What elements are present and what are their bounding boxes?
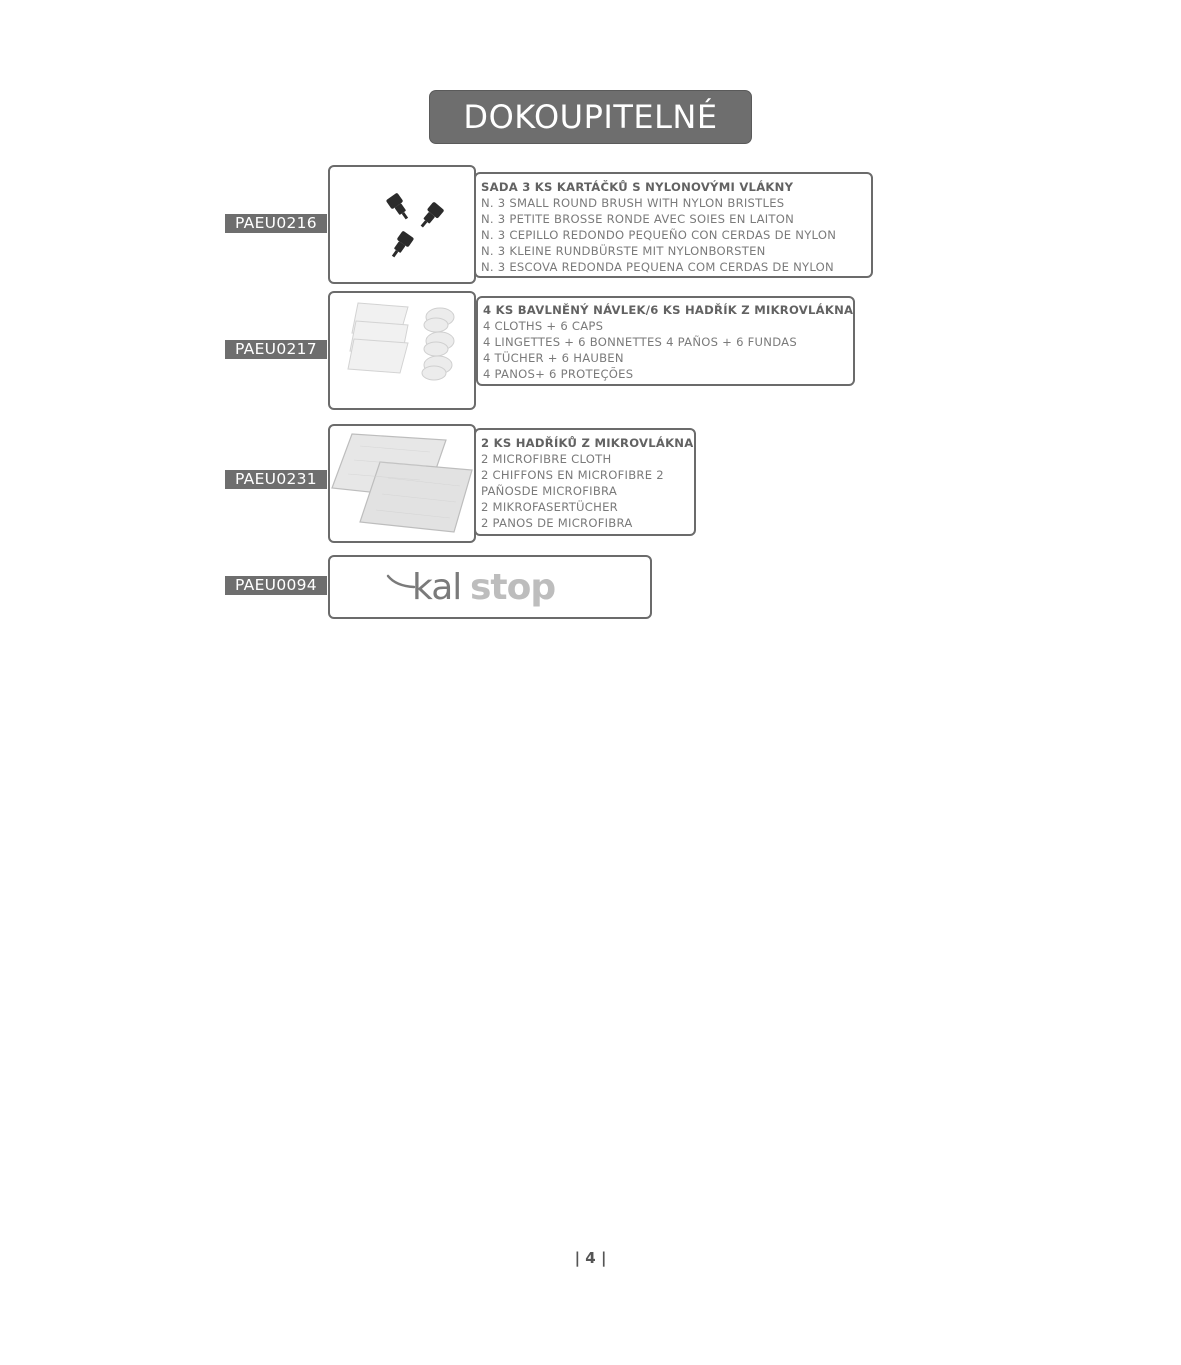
- description-line: 4 TÜCHER + 6 HAUBEN: [483, 351, 624, 365]
- product-code-paeu0094: PAEU0094: [225, 576, 327, 595]
- description-line: N. 3 ESCOVA REDONDA PEQUENA COM CERDAS DE NYLON: [481, 260, 834, 274]
- description-line: N. 3 KLEINE RUNDBÜRSTE MIT NYLONBORSTEN: [481, 244, 766, 258]
- description-line: 2 MIKROFASERTÜCHER: [481, 500, 618, 514]
- description-heading: 4 KS BAVLNĚNÝ NÁVLEK/6 KS HADŘÍK Z MIKROVLÁKNA: [483, 303, 854, 317]
- description-line: PAÑOSDE MICROFIBRA: [481, 484, 618, 498]
- description-line: N. 3 PETITE BROSSE RONDE AVEC SOIES EN LAITON: [481, 212, 795, 226]
- product-description-paeu0216: [474, 172, 873, 278]
- kalstop-logo-box: [328, 555, 652, 619]
- description-line: N. 3 CEPILLO REDONDO PEQUEÑO CON CERDAS DE NYLON: [481, 228, 837, 242]
- product-code-paeu0231: PAEU0231: [225, 470, 327, 489]
- description-line: 4 CLOTHS + 6 CAPS: [483, 319, 604, 333]
- page-number: | 4 |: [574, 1249, 607, 1267]
- description-heading: SADA 3 KS KARTÁČKŮ S NYLONOVÝMI VLÁKNY: [481, 180, 794, 194]
- description-line: 2 PANOS DE MICROFIBRA: [481, 516, 633, 530]
- kalstop-logo: [330, 557, 650, 617]
- nylon-brush-set-image: [328, 165, 476, 284]
- svg-text:kal: kal: [412, 567, 462, 608]
- cloth-icon: [330, 293, 474, 408]
- svg-text:stop: stop: [470, 567, 556, 608]
- description-line: 2 MICROFIBRE CLOTH: [481, 452, 612, 466]
- description-heading: 2 KS HADŘÍKŮ Z MIKROVLÁKNA: [481, 436, 694, 450]
- product-code-paeu0216: PAEU0216: [225, 214, 327, 233]
- microfibre-cloths-image: [328, 424, 476, 543]
- description-line: 4 LINGETTES + 6 BONNETTES 4 PAÑOS + 6 FUNDAS: [483, 335, 797, 349]
- description-line: N. 3 SMALL ROUND BRUSH WITH NYLON BRISTLES: [481, 196, 785, 210]
- product-code-paeu0217: PAEU0217: [225, 340, 327, 359]
- description-line: 4 PANOS+ 6 PROTEÇÕES: [483, 367, 634, 381]
- microfibre-cloth-icon: [330, 426, 474, 541]
- brush-icon: [330, 167, 474, 282]
- description-line: 2 CHIFFONS EN MICROFIBRE 2: [481, 468, 664, 482]
- page-title: DOKOUPITELNÉ: [430, 91, 751, 143]
- cloths-and-caps-image: [328, 291, 476, 410]
- product-description-paeu0217: [476, 296, 855, 386]
- product-description-paeu0231: [474, 428, 696, 536]
